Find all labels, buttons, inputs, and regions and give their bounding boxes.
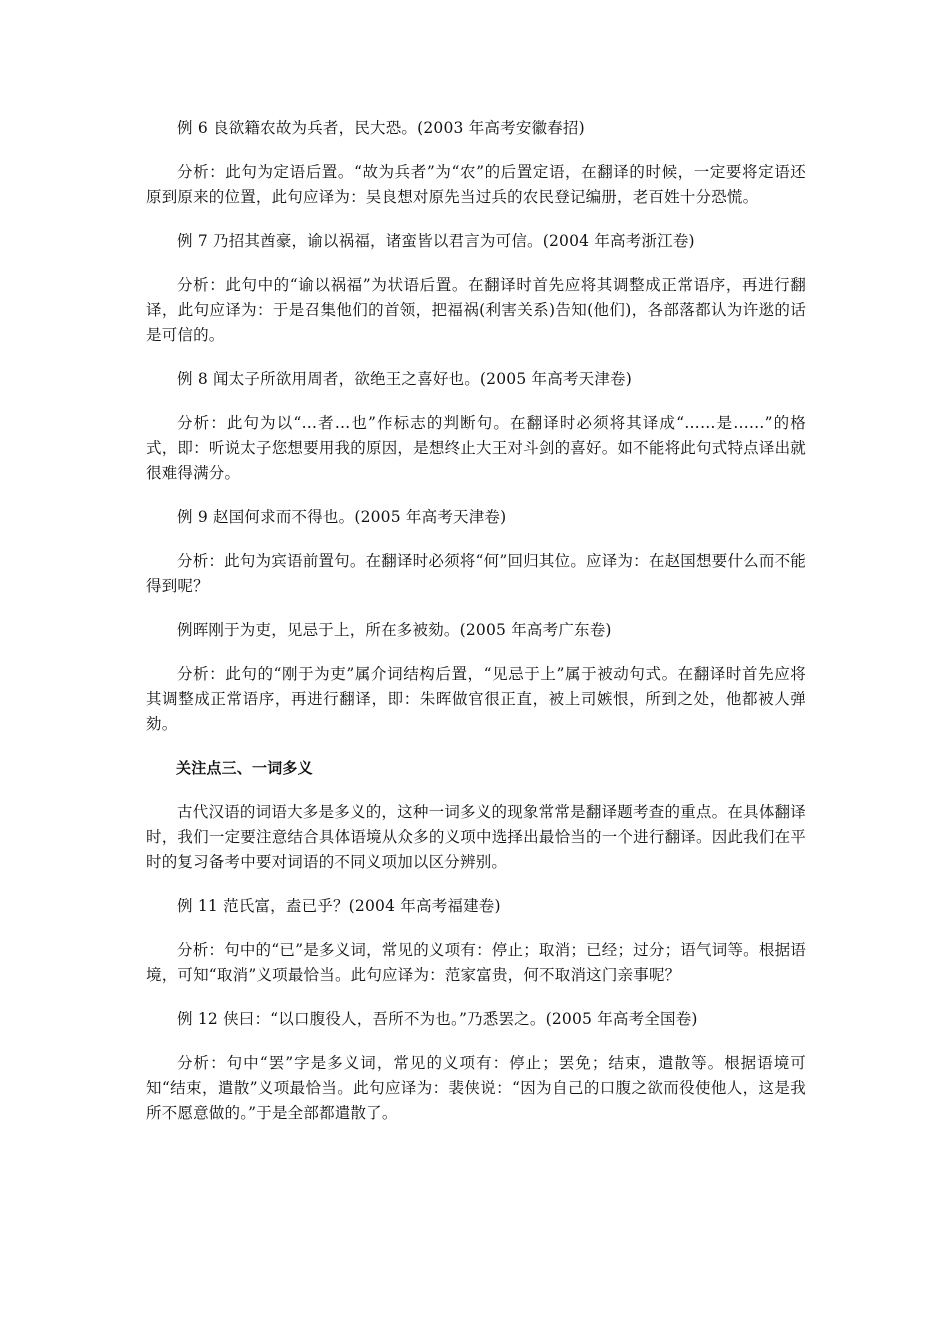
example-8: 例 8 闻太子所欲用周者，欲绝王之喜好也。(2005 年高考天津卷) [177, 370, 632, 388]
example-11: 例 11 范氏富，盍已乎？(2004 年高考福建卷) [177, 897, 501, 915]
analysis-12: 分析：句中“罢”字是多义词，常见的义项有：停止；罢免；结束，遣散等。根据语境可知“结束，遣散”义项最恰当。此句应译为：裴侠说：“因为自己的口腹之欲而役使他人，这是我所不愿意做的。”于是全部都遣散了。 [146, 1054, 806, 1122]
section-intro: 古代汉语的词语大多是多义的，这种一词多义的现象常常是翻译题考查的重点。在具体翻译时，我们一定要注意结合具体语境从众多的义项中选择出最恰当的一个进行翻译。因此我们在平时的复习备考中要对词语的不同义项加以区分辨别。 [146, 803, 806, 871]
example-12: 例 12 侠曰：“以口腹役人，吾所不为也。”乃悉罢之。(2005 年高考全国卷) [177, 1010, 698, 1028]
analysis-6: 分析：此句为定语后置。“故为兵者”为“农”的后置定语，在翻译的时候，一定要将定语还原到原来的位置，此句应译为：吴良想对原先当过兵的农民登记编册，老百姓十分恐慌。 [146, 163, 806, 206]
example-9: 例 9 赵国何求而不得也。(2005 年高考天津卷) [177, 508, 507, 526]
document-page [146, 116, 806, 1126]
analysis-11: 分析：句中的“已”是多义词，常见的义项有：停止；取消；已经；过分；语气词等。根据语境，可知“取消”义项最恰当。此句应译为：范家富贵，何不取消这门亲事呢？ [146, 941, 806, 984]
example-10: 例晖刚于为吏，见忌于上，所在多被劾。(2005 年高考广东卷) [177, 621, 612, 639]
analysis-7: 分析：此句中的“谕以祸福”为状语后置。在翻译时首先应将其调整成正常语序，再进行翻译，此句应译为：于是召集他们的首领，把福祸(利害关系)告知(他们)，各部落都认为许逖的话是可信的。 [146, 276, 806, 344]
analysis-10: 分析：此句的“刚于为吏”属介词结构后置，“见忌于上”属于被动句式。在翻译时首先应将其调整成正常语序，再进行翻译，即：朱晖做官很正直，被上司嫉恨，所到之处，他都被人弹劾。 [146, 665, 806, 733]
example-7: 例 7 乃招其酋豪，谕以祸福，诸蛮皆以君言为可信。(2004 年高考浙江卷) [177, 232, 695, 250]
example-6: 例 6 良欲籍农故为兵者，民大恐。(2003 年高考安徽春招) [177, 119, 585, 137]
analysis-9: 分析：此句为宾语前置句。在翻译时必须将“何”回归其位。应译为：在赵国想要什么而不能得到呢？ [146, 552, 806, 595]
section-heading: 关注点三、一词多义 [176, 759, 313, 777]
analysis-8: 分析：此句为以“…者…也”作标志的判断句。在翻译时必须将其译成“……是……”的格式，即：听说太子您想要用我的原因，是想终止大王对斗剑的喜好。如不能将此句式特点译出就很难得满分。 [146, 414, 806, 482]
